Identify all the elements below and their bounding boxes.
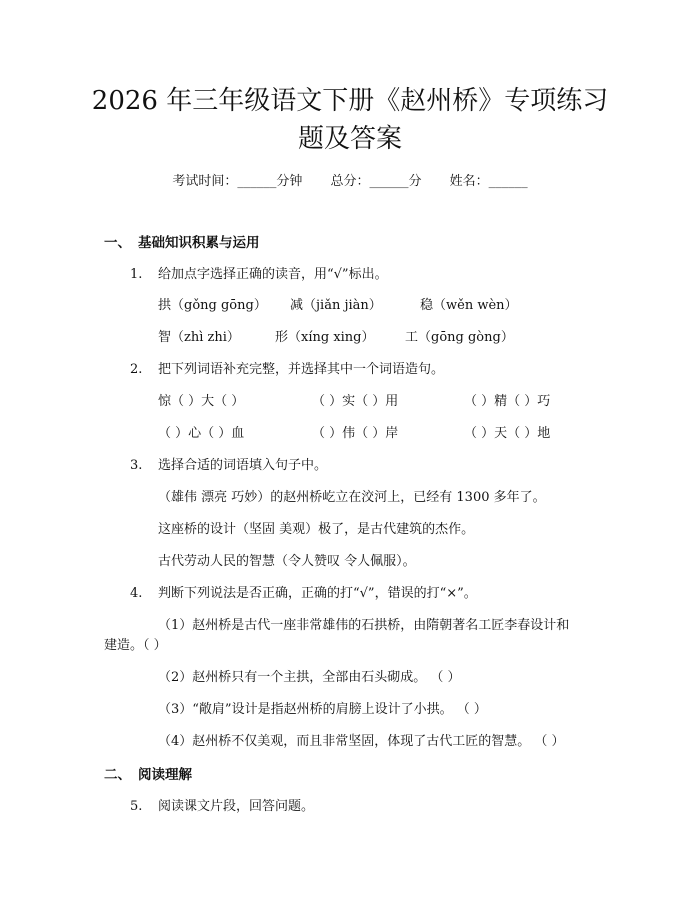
section-number: 二、 [104,767,131,783]
title-line-2: 题及答案 [297,124,402,154]
idiom-blank: （ ）天（ ）地 [464,426,551,441]
question-4 [130,582,477,601]
fill-sentence: 这座桥的设计（坚固 美观）极了，是古代建筑的杰作。 [158,522,475,537]
exam-meta [0,170,700,189]
section-number: 一、 [104,235,131,251]
question-text: 判断下列说法是否正确，正确的打“√”，错误的打“×”。 [158,586,477,601]
judgment-item-3: （3）“敞肩”设计是指赵州桥的肩膀上设计了小拱。 （ ） [158,702,487,717]
section-heading-2 [104,763,192,783]
exam-total-score: 总分：______分 [330,174,422,189]
title-line-1: 2026 年三年级语文下册《赵州桥》专项练习 [91,86,609,116]
judgment-item-2: （2）赵州桥只有一个主拱，全部由石头砌成。 （ ） [158,670,461,685]
pinyin-option: 稳（wěn wèn） [420,298,518,313]
judgment-item-4: （4）赵州桥不仅美观，而且非常坚固，体现了古代工匠的智慧。 （ ） [158,734,565,749]
section-title: 阅读理解 [138,767,192,783]
question-number: 5. [130,799,143,814]
question-text: 选择合适的词语填入句子中。 [158,458,328,473]
section-title: 基础知识积累与运用 [138,235,260,251]
exam-time: 考试时间：______分钟 [172,174,303,189]
question-text: 给加点字选择正确的读音，用“√”标出。 [158,267,388,282]
idiom-blank: （ ）伟（ ）岸 [312,426,399,441]
idiom-blank: （ ）心（ ）血 [158,426,245,441]
exam-name: 姓名：______ [449,174,528,189]
question-3 [130,454,327,473]
pinyin-option: 减（jiǎn jiàn） [290,298,382,313]
question-1 [130,263,388,282]
question-number: 2. [130,362,143,377]
judgment-item-1-continued: 建造。（ ） [104,638,167,653]
fill-sentence: （雄伟 漂亮 巧妙）的赵州桥屹立在洨河上，已经有 1300 多年了。 [158,490,546,505]
question-text: 阅读课文片段，回答问题。 [158,799,315,814]
document-title [60,82,640,158]
fill-sentence: 古代劳动人民的智慧（令人赞叹 令人佩服）。 [158,554,416,569]
idiom-blank: 惊（ ）大（ ） [158,394,245,409]
pinyin-option: 工（gōng gòng） [405,330,514,345]
pinyin-option: 形（xíng xing） [275,330,375,345]
question-5 [130,795,314,814]
question-number: 4. [130,586,143,601]
question-2 [130,358,444,377]
section-heading-1 [104,231,260,251]
pinyin-option: 拱（gǒng gōng） [158,298,267,313]
question-text: 把下列词语补充完整，并选择其中一个词语造句。 [158,362,445,377]
idiom-blank: （ ）实（ ）用 [312,394,399,409]
question-number: 3. [130,458,143,473]
judgment-item-1: （1）赵州桥是古代一座非常雄伟的石拱桥，由隋朝著名工匠李春设计和 [158,618,570,633]
pinyin-option: 智（zhì zhi） [158,330,240,345]
question-number: 1. [130,267,143,282]
idiom-blank: （ ）精（ ）巧 [464,394,551,409]
